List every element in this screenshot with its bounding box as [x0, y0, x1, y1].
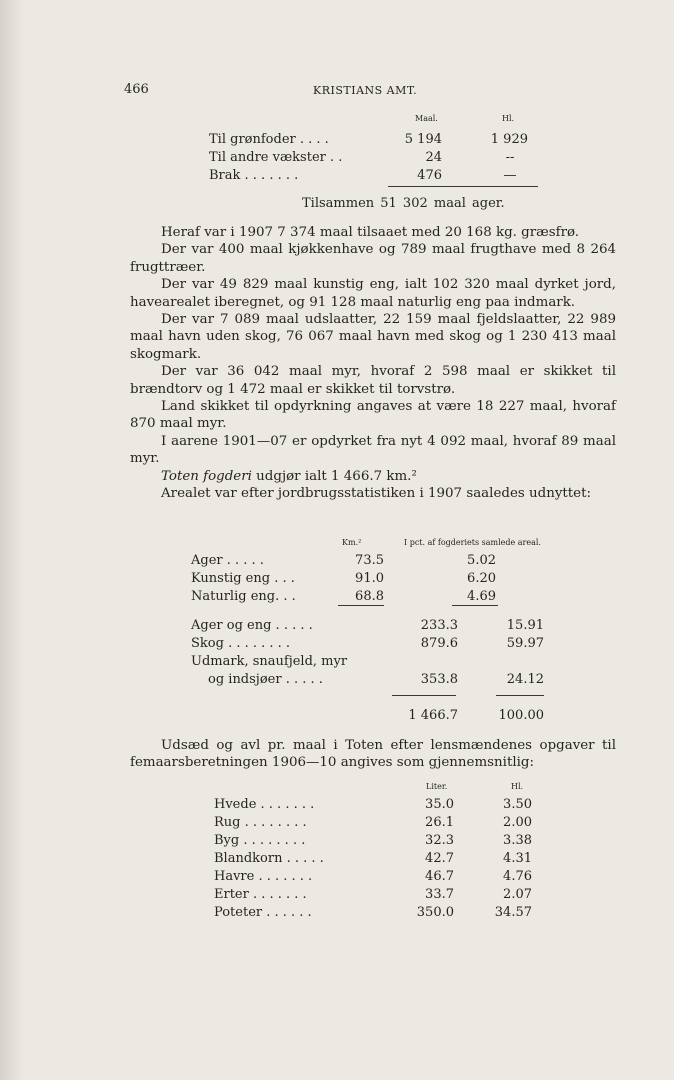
table3-row-hl: 4.31: [503, 851, 532, 866]
table3-row-liter: 32.3: [425, 833, 454, 848]
running-title: KRISTIANS AMT.: [313, 84, 418, 97]
table2-subtotal-rule: [338, 605, 384, 606]
table2-total-pct: 100.00: [498, 708, 544, 723]
table3-row-liter: 46.7: [425, 869, 454, 884]
table1-row-maal: 476: [417, 168, 442, 183]
table2-total-rule: [392, 695, 456, 696]
table2-row-pct: 59.97: [506, 636, 544, 651]
table2-row-label: Ager og eng . . . . .: [191, 618, 313, 633]
table3-col-hl: Hl.: [511, 782, 524, 791]
table3-row-hl: 3.50: [503, 797, 532, 812]
table3-row-label: Havre . . . . . . .: [214, 869, 313, 884]
table3-row-hl: 2.00: [503, 815, 532, 830]
table1-col-maal: Maal.: [415, 114, 438, 123]
paragraph: Arealet var efter jordbrugsstatistiken i 1907 saaledes udnyttet:: [161, 486, 591, 502]
table2-row-pct: 24.12: [506, 672, 544, 687]
table2-row-pct: 4.69: [467, 589, 496, 604]
paragraph: Der var 400 maal kjøkkenhave og 789 maal frugthave med 8 264 frugttræer.: [130, 242, 616, 275]
table3-row-label: Blandkorn . . . . .: [214, 851, 324, 866]
table3-row-liter: 42.7: [425, 851, 454, 866]
table2-col-pct: I pct. af fogderiets samlede areal.: [404, 538, 541, 547]
table3-row-hl: 4.76: [503, 869, 532, 884]
table3-row-liter: 35.0: [425, 797, 454, 812]
table3-row-hl: 3.38: [503, 833, 532, 848]
table3-row-hl: 2.07: [503, 887, 532, 902]
table3-row-liter: 26.1: [425, 815, 454, 830]
table3-row-label: Byg . . . . . . . .: [214, 833, 306, 848]
table2-row-pct: 5.02: [467, 553, 496, 568]
table2-row-label: Ager . . . . .: [191, 553, 264, 568]
toten-area: udgjør ialt 1 466.7 km.²: [251, 468, 417, 484]
table3-row-label: Erter . . . . . . .: [214, 887, 307, 902]
toten-fogderi: Toten fogderi: [161, 468, 252, 484]
table1-col-hl: Hl.: [502, 114, 515, 123]
table3-row-liter: 350.0: [416, 905, 454, 920]
table1-row-hl: 1 929: [490, 132, 528, 147]
paragraph: Land skikket til opdyrkning angaves at være 18 227 maal, hvoraf 870 maal myr.: [130, 399, 616, 432]
table1-row-label: Til andre vækster . .: [209, 150, 343, 165]
table3-row-label: Hvede . . . . . . .: [214, 797, 315, 812]
table2-row-pct: 6.20: [467, 571, 496, 586]
body-text: [130, 224, 616, 503]
paragraph: Der var 36 042 maal myr, hvoraf 2 598 maal er skikket til brændtorv og 1 472 maal er skikket til torvstrø.: [130, 364, 616, 397]
table2-row-km: 233.3: [420, 618, 458, 633]
table2-row-km: 68.8: [355, 589, 384, 604]
table1-row-label: Til grønfoder . . . .: [209, 132, 329, 147]
table1-sum-rule: [388, 186, 538, 187]
page-number: 466: [124, 82, 149, 97]
paragraph: Der var 49 829 maal kunstig eng, ialt 102 320 maal dyrket jord, havearealet iberegnet, og 91 128 maal naturlig eng paa indmark.: [130, 277, 616, 310]
table3-row-liter: 33.7: [425, 887, 454, 902]
table3-row-label: Poteter . . . . . .: [214, 905, 312, 920]
table2-row-label: Skog . . . . . . . .: [191, 636, 291, 651]
table2-row-km: 879.6: [420, 636, 458, 651]
paragraph: I aarene 1901—07 er opdyrket fra nyt 4 092 maal, hvoraf 89 maal myr.: [130, 433, 616, 467]
table2-row-km: 353.8: [420, 672, 458, 687]
table1-row-maal: 24: [425, 150, 442, 165]
table1-row-hl: —: [503, 168, 517, 183]
paragraph: Der var 7 089 maal udslaatter, 22 159 maal fjeldslaatter, 22 989 maal havn uden skog, 76 067 maal havn med skog og 1 230 413 maal skogmark.: [130, 312, 616, 362]
table1-row-hl: --: [505, 150, 515, 165]
table2-total-km: 1 466.7: [408, 708, 458, 723]
table3-row-label: Rug . . . . . . . .: [214, 815, 307, 830]
table2-total-rule: [496, 695, 544, 696]
table2-col-km: Km.²: [342, 538, 362, 547]
table2-row-pct: 15.91: [506, 618, 544, 633]
table2-subtotal-rule: [452, 605, 498, 606]
table3-col-liter: Liter.: [426, 782, 448, 791]
table1-row-maal: 5 194: [404, 132, 442, 147]
table2-row-label: Naturlig eng. . .: [191, 589, 296, 604]
table2-row-label: Kunstig eng . . .: [191, 571, 295, 586]
paragraph: Udsæd og avl pr. maal i Toten efter lensmændenes opgaver til femaarsberetningen 1906—10 angives som gjennemsnitlig:: [130, 738, 616, 771]
table2-row-label: og indsjøer . . . . .: [208, 672, 323, 687]
toten-paragraph: [130, 468, 616, 485]
table3-row-hl: 34.57: [494, 905, 532, 920]
table1-row-label: Brak . . . . . . .: [209, 168, 299, 183]
table2-row-km: 91.0: [355, 571, 384, 586]
table2-row-label: Udmark, snaufjeld, myr: [191, 654, 348, 669]
udsaed-text: [130, 737, 616, 772]
table1-total: Tilsammen 51 302 maal ager.: [302, 196, 505, 211]
paragraph: Heraf var i 1907 7 374 maal tilsaaet med 20 168 kg. græsfrø.: [161, 225, 580, 240]
table2-row-km: 73.5: [355, 553, 384, 568]
